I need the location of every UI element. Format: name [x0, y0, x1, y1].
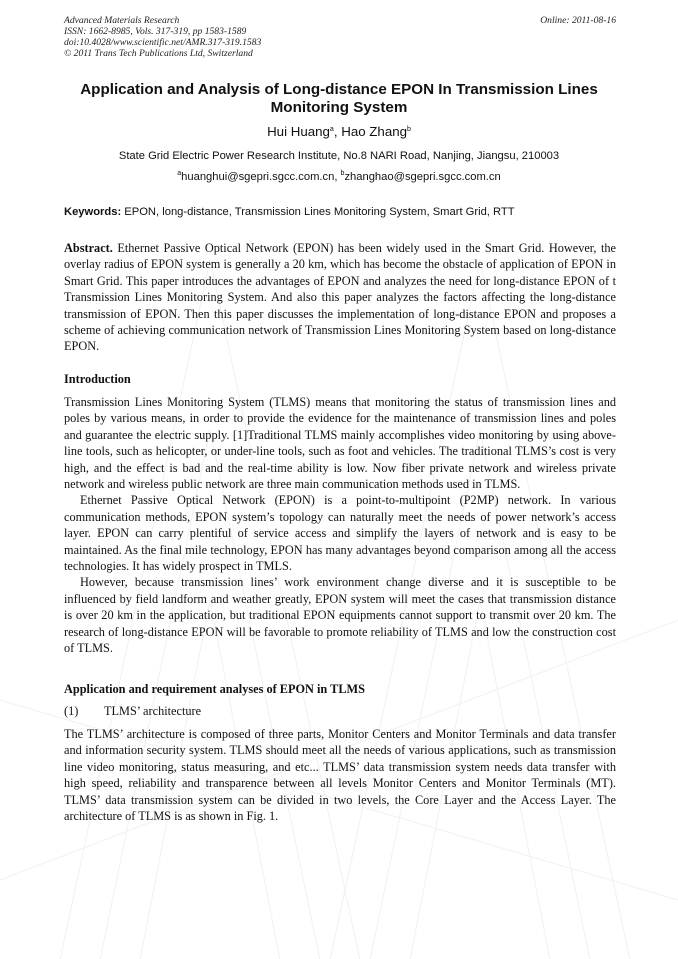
email-separator: , [334, 171, 341, 183]
author-affiliation-mark: b [407, 126, 411, 133]
affiliation: State Grid Electric Power Research Institute, No.8 NARI Road, Nanjing, Jiangsu, 210003 [118, 150, 560, 162]
paper-title: Application and Analysis of Long-distance EPON In Transmission Lines Monitoring System [80, 81, 598, 116]
abstract-text: Ethernet Passive Optical Network (EPON) has been widely used in the Smart Grid. However, the overlay radius of EPON system is generally a 20 km, which has become the obstacle of application of EPON in Smart Grid. This paper introduces the advantages of EPON and analyzes the need for long-distance EPON of t Transmission Lines Monitoring System. And also this paper analyzes the factors affecting the long-distance transmission of EPON. Then this paper discusses the implementation of long-distance EPON and proposes a scheme of achieving communication network of Transmission Lines Monitoring System based on long-distance EPON. [64, 241, 616, 354]
issn-line: ISSN: 1662-8985, Vols. 317-319, pp 1583-1589 [64, 26, 247, 37]
introduction-body [64, 394, 616, 657]
author-name: Hui Huang [267, 124, 330, 139]
paragraph: Ethernet Passive Optical Network (EPON) is a point-to-multipoint (P2MP) network. In various communication methods, EPON system’s topology can naturally meet the needs of power network’s access layer. EPON can carry plentiful of service access and simplify the layers of network and is easy to be maintained. As the final mile technology, EPON has many advantages beyond comparison among all the access technologies. It has widely prospect in TMLS. [64, 493, 616, 574]
author-name: Hao Zhang [341, 124, 408, 139]
paragraph: Transmission Lines Monitoring System (TLMS) means that monitoring the status of transmission lines and poles by various means, in order to provide the evidence for the maintenance of transmission lines and poles and guarantee the electric supply. [1]Traditional TLMS mainly accomplishes video monitoring by using above-line tools, such as helicopter, or under-line tools, such as foot and vehicles. The traditional TLMS’s cost is very high, and the effect is bad and the real-time ability is low. Now fiber private network and wireless private network and wireless public network are three main communication methods used in TLMS. [64, 395, 616, 492]
journal-header [64, 15, 261, 59]
email-address[interactable]: huanghui@sgepri.sgcc.com.cn [181, 171, 335, 183]
application-body [64, 726, 616, 824]
keywords-label: Keywords: [64, 206, 122, 218]
email-address[interactable]: zhanghao@sgepri.sgcc.com.cn [344, 171, 501, 183]
keywords-text: EPON, long-distance, Transmission Lines Monitoring System, Smart Grid, RTT [121, 206, 515, 218]
author-separator: , [333, 124, 342, 139]
keywords [64, 206, 616, 218]
subsection-heading [64, 704, 201, 719]
journal-name: Advanced Materials Research [64, 15, 180, 26]
subsection-title: TLMS’ architecture [104, 704, 202, 718]
email-mark: a [177, 170, 182, 177]
subsection-number: (1) [64, 704, 79, 718]
abstract-label: Abstract. [64, 241, 113, 255]
online-date: Online: 2011-08-16 [540, 15, 616, 26]
paragraph: The TLMS’ architecture is composed of three parts, Monitor Centers and Monitor Terminals and data transfer and information security system. TLMS should meet all the needs of various applications, such as transmission line video monitoring, status measuring, and etc... TLMS’ data transmission system needs data transfer with high speed, reliability and transparence between all levels Monitor Centers and Monitor Terminals (MT). TLMS’ data transmission system can be divided in two levels, the Core Layer and the Access Layer. The architecture of TLMS is as shown in Fig. 1. [64, 727, 616, 824]
author-line [0, 124, 678, 139]
email-line [0, 171, 678, 183]
email-mark: b [340, 170, 345, 177]
copyright-line: © 2011 Trans Tech Publications Ltd, Switzerland [64, 48, 253, 59]
paragraph: However, because transmission lines’ work environment change diverse and it is susceptible to be influenced by field landform and weather greatly, EPON system will meet the cases that transmission distance is over 20 km in the application, but traditional EPON equipments cannot support to transmit over 20 km. The research of long-distance EPON will be favorable to promote reliability of TLMS and low the construction cost of TLMS. [64, 575, 616, 656]
section-heading: Introduction [64, 372, 131, 386]
abstract [64, 240, 616, 355]
section-heading: Application and requirement analyses of EPON in TLMS [64, 682, 365, 696]
author-affiliation-mark: a [329, 126, 334, 133]
doi-line[interactable]: doi:10.4028/www.scientific.net/AMR.317-319.1583 [64, 37, 262, 48]
